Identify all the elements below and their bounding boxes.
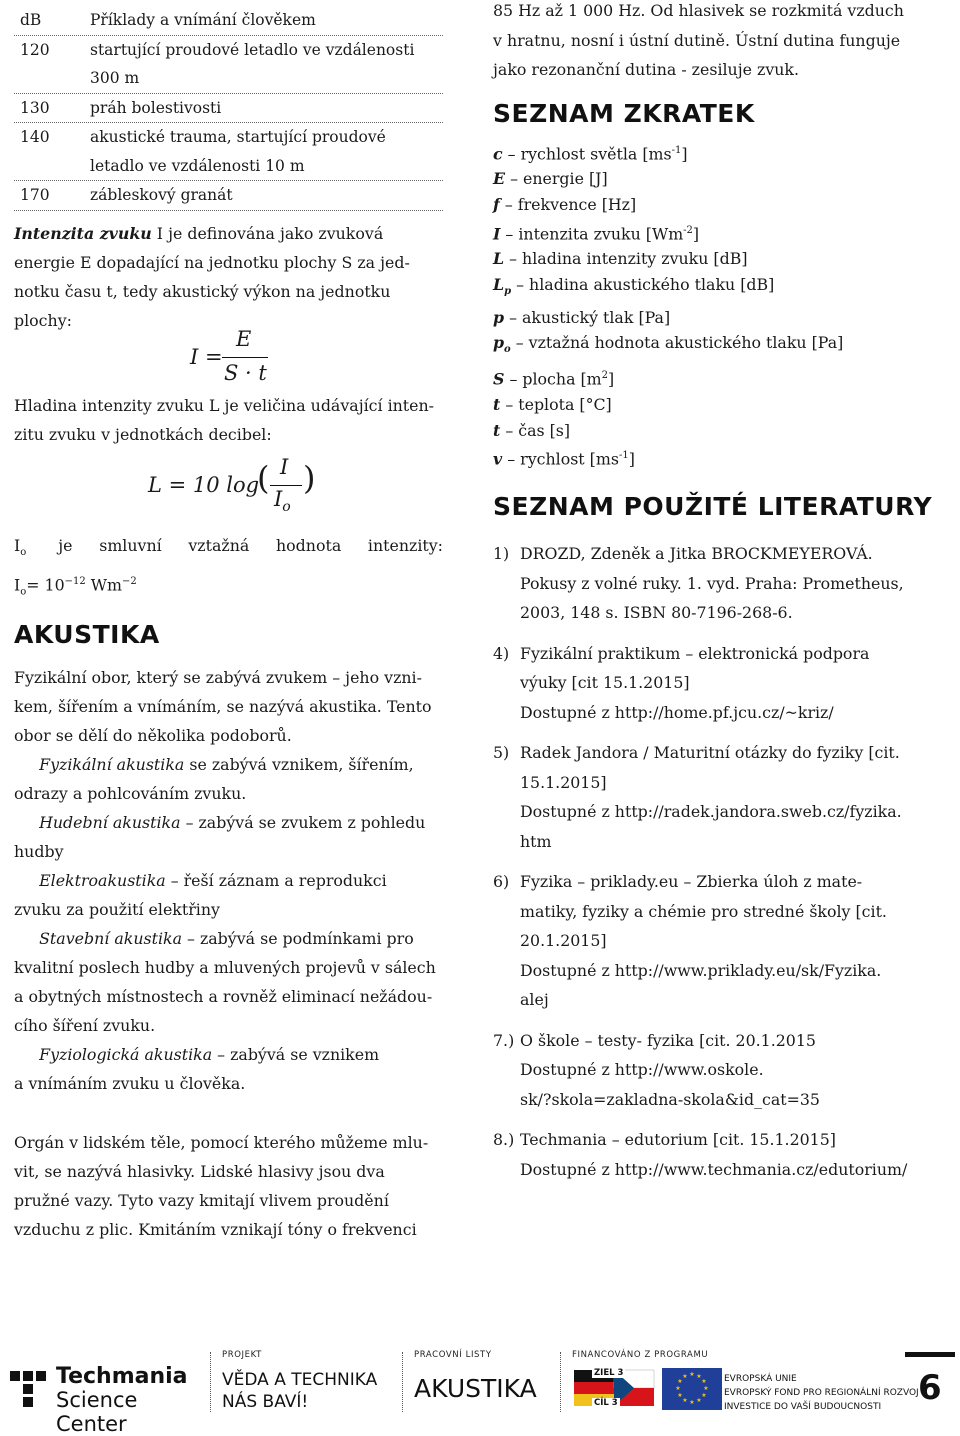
abbr-item <box>493 418 933 444</box>
continued-paragraph <box>493 0 933 85</box>
abbr-item <box>493 218 933 247</box>
abbr-sup: -1 <box>671 144 682 156</box>
ref-number: 6) <box>493 872 510 891</box>
intensity-paragraph <box>14 219 443 335</box>
ref-link[interactable]: Dostupné z http://home.pf.jcu.cz/~kriz/ <box>520 702 834 722</box>
level-formula <box>14 449 443 529</box>
svg-text:★: ★ <box>682 1397 688 1404</box>
right-column <box>493 0 933 1195</box>
abbr-symbol: v <box>493 449 503 469</box>
abbr-symbol: t <box>493 420 501 440</box>
page-footer <box>0 1340 960 1436</box>
formula-denominator <box>274 487 291 515</box>
reference-item <box>493 1125 933 1184</box>
abbr-text: – rychlost světla [ms <box>507 143 672 163</box>
para-line: Hladina intenzity zvuku L je veličina udávající inten- <box>14 395 434 415</box>
para-line: cího šíření zvuku. <box>14 1016 156 1036</box>
left-column <box>14 0 443 1244</box>
ref-link[interactable]: htm <box>520 831 552 851</box>
formula-lhs: I = <box>190 344 223 369</box>
table-header <box>14 6 443 36</box>
eu-flag-icon <box>662 1368 722 1410</box>
ref-sym: I <box>14 535 21 555</box>
ref-line: Fyzika – priklady.eu – Zbierka úloh z mate- <box>520 872 863 891</box>
row-db: 170 <box>20 186 50 204</box>
svg-text:★: ★ <box>701 1378 707 1385</box>
formula-numerator: E <box>236 326 252 351</box>
eu-line3: INVESTICE DO VAŠÍ BUDOUCNOSTI <box>724 1402 882 1412</box>
intensity-formula <box>14 327 443 389</box>
worksheet-label: PRACOVNÍ LISTY <box>414 1350 492 1360</box>
literature-heading: SEZNAM POUŽITÉ LITERATURY <box>493 492 933 521</box>
para-line: Fyzikální obor, který se zabývá zvukem – jeho vzni- <box>14 668 422 688</box>
project-line1: VĚDA A TECHNIKA <box>222 1370 378 1390</box>
abbr-item <box>493 443 933 472</box>
ref-line: O škole – testy- fyzika [cit. 20.1.2015 <box>520 1030 816 1050</box>
ref-link[interactable]: Dostupné z http://www.oskole. <box>520 1060 764 1079</box>
ref-line: 2003, 148 s. ISBN 80-7196-268-6. <box>520 603 793 622</box>
para-line: jako rezonanční dutina - zesiluje zvuk. <box>493 60 800 79</box>
abbr-text: – hladina akustického tlaku [dB] <box>516 275 775 294</box>
svg-text:★: ★ <box>677 1392 683 1399</box>
ref-sub: o <box>20 586 27 598</box>
ref-unit: Wm <box>90 574 122 594</box>
para-line: kvalitní poslech hudby a mluvených projevů v sálech <box>14 958 436 978</box>
subfield-music <box>14 808 443 866</box>
ref-eq: = 10 <box>26 574 65 594</box>
page-number-bar <box>905 1352 955 1357</box>
ziel3-badge <box>574 1366 654 1412</box>
abbr-text: – energie [J] <box>510 169 608 189</box>
ref-sub: o <box>20 546 27 558</box>
reference-item <box>493 867 933 1015</box>
abbr-item <box>493 272 933 305</box>
ref-exp: −12 <box>64 575 86 587</box>
abbr-symbol: L <box>493 275 505 294</box>
row-text <box>90 36 443 93</box>
para-line: vzduchu z plic. Kmitáním vznikají tóny o frekvenci <box>14 1220 417 1240</box>
abbr-symbol: f <box>493 194 500 214</box>
svg-text:★: ★ <box>701 1392 707 1399</box>
ref-line: výuky [cit 15.1.2015] <box>520 673 690 692</box>
abbr-text: – teplota [°C] <box>505 394 612 414</box>
ref-link[interactable]: Dostupné z http://www.techmania.cz/edutorium/ <box>520 1159 908 1179</box>
table-row <box>14 181 443 211</box>
header-example: Příklady a vnímání člověkem <box>90 11 316 29</box>
abbr-symbol: p <box>493 333 505 353</box>
reference-item <box>493 1026 933 1115</box>
ref-text: je smluvní vztažná hodnota intenzity: <box>58 535 443 555</box>
fraction-bar <box>222 357 268 358</box>
formula-numerator: I <box>280 454 289 479</box>
abbr-symbol: S <box>493 369 505 389</box>
abbr-sup: -1 <box>618 450 629 462</box>
abbr-item <box>493 363 933 392</box>
logo-line1: Techmania <box>56 1364 188 1389</box>
para-line: plochy: <box>14 310 72 330</box>
ref-line: matiky, fyziky a chémie pro stredné školy [cit. <box>520 901 887 921</box>
svg-text:★: ★ <box>689 1399 695 1406</box>
techmania-logo-icon <box>8 1369 48 1409</box>
abbr-text: – hladina intenzity zvuku [dB] <box>509 249 748 269</box>
row-line: akustické trauma, startující proudové <box>90 128 386 146</box>
subfield-term: Elektroakustika <box>39 871 166 891</box>
para-line: hudby <box>14 842 64 862</box>
para-line: – řeší záznam a reprodukci <box>165 871 387 891</box>
para-line: Orgán v lidském těle, pomocí kterého můžeme mlu- <box>14 1133 429 1153</box>
para-line: vit, se nazývá hlasivky. Lidské hlasivy jsou dva <box>14 1162 385 1182</box>
logo-line2: Science Center <box>56 1388 138 1436</box>
abbr-text: – čas [s] <box>505 420 571 440</box>
abbr-symbol: E <box>493 169 506 189</box>
ref-line: Radek Jandora / Maturitní otázky do fyziky [cit. <box>520 743 900 762</box>
abbr-text: – vztažná hodnota akustického tlaku [Pa] <box>515 333 844 353</box>
reference-item <box>493 539 933 628</box>
svg-text:★: ★ <box>682 1373 688 1380</box>
subfield-term: Fyziologická akustika <box>39 1045 213 1065</box>
para-line: a vnímáním zvuku u člověka. <box>14 1074 246 1094</box>
subfield-term: Stavební akustika <box>39 929 182 949</box>
page-number: 6 <box>918 1368 942 1408</box>
abbr-subscript: p <box>504 286 512 298</box>
badge-top: ZIEL 3 <box>594 1368 624 1378</box>
abbr-item <box>493 305 933 331</box>
eu-line1: EVROPSKÁ UNIE <box>724 1374 797 1384</box>
abbr-item <box>493 192 933 218</box>
references-list <box>493 539 933 1184</box>
subfield-term: Hudební akustika <box>39 813 181 833</box>
reference-item <box>493 738 933 856</box>
abbr-tail: ] <box>692 223 700 243</box>
para-line: odrazy a pohlcováním zvuku. <box>14 784 247 804</box>
row-db: 130 <box>20 98 50 117</box>
subfield-building <box>14 924 443 1040</box>
ref-line <box>14 531 443 567</box>
abbr-symbol: t <box>493 394 501 414</box>
ref-value <box>14 567 443 606</box>
ref-number: 5) <box>493 743 510 762</box>
worksheet-value: AKUSTIKA <box>414 1374 537 1403</box>
ref-line: DROZD, Zdeněk a Jitka BROCKMEYEROVÁ. <box>520 544 873 563</box>
abbr-text: – plocha [m <box>509 369 602 389</box>
footer-divider <box>560 1352 561 1412</box>
row-db: 120 <box>20 40 50 59</box>
subfield-physiology <box>14 1040 443 1098</box>
abbr-item <box>493 246 933 272</box>
akustika-heading: AKUSTIKA <box>14 620 160 650</box>
project-line2: NÁS BAVÍ! <box>222 1392 309 1412</box>
ref-number: 4) <box>493 643 510 663</box>
row-line: startující proudové letadlo ve vzdálenosti <box>90 40 415 59</box>
ref-link[interactable]: Dostupné z http://www.priklady.eu/sk/Fyzika. <box>520 960 882 980</box>
eu-flag <box>662 1368 722 1410</box>
para-line: zvuku za použití elektřiny <box>14 900 220 920</box>
para-line: obor se dělí do několika podoborů. <box>14 726 292 746</box>
abbr-symbol: I <box>493 223 501 243</box>
abbr-item <box>493 392 933 418</box>
header-db: dB <box>20 11 42 29</box>
para-line: se zabývá vznikem, šířením, <box>184 755 414 775</box>
abbr-symbol: p <box>493 307 505 327</box>
formula-lhs: L = 10 log <box>148 472 260 497</box>
badge-bottom: CÍL 3 <box>594 1398 618 1408</box>
svg-text:★: ★ <box>689 1371 695 1378</box>
funding-label: FINANCOVÁNO Z PROGRAMU <box>572 1350 709 1360</box>
svg-text:★: ★ <box>677 1378 683 1385</box>
abbr-tail: ] <box>681 143 688 163</box>
row-text: práh bolestivosti <box>90 98 222 117</box>
paren-left: ( <box>257 458 270 497</box>
para-line: I je definována jako zvuková <box>151 223 384 243</box>
project-label: PROJEKT <box>222 1350 262 1360</box>
para-line: v hratnu, nosní i ústní dutině. Ústní dutina funguje <box>493 30 901 50</box>
intensity-term: Intenzita zvuku <box>14 223 152 243</box>
reference-paragraph <box>14 531 443 607</box>
para-line: – zabývá se zvukem z pohledu <box>180 813 426 833</box>
ref-line: Pokusy z volné ruky. 1. vyd. Praha: Prometheus, <box>520 573 904 593</box>
abbr-text: – rychlost [ms <box>507 449 619 469</box>
akustika-intro <box>14 663 443 750</box>
ref-line: Techmania – edutorium [cit. 15.1.2015] <box>520 1130 836 1149</box>
organ-paragraph <box>14 1128 443 1244</box>
para-line: 85 Hz až 1 000 Hz. Od hlasivek se rozkmitá vzduch <box>493 1 904 20</box>
ref-line: Fyzikální praktikum – elektronická podpora <box>520 643 870 663</box>
paren-right: ) <box>303 458 316 497</box>
para-line: energie E dopadající na jednotku plochy S za jed- <box>14 252 410 272</box>
eu-line2: EVROPSKÝ FOND PRO REGIONÁLNÍ ROZVOJ <box>724 1388 919 1398</box>
abbr-text: – frekvence [Hz] <box>504 194 637 214</box>
svg-text:★: ★ <box>696 1397 702 1404</box>
den-subscript: o <box>282 498 291 515</box>
para-line: notku času t, tedy akustický výkon na jednotku <box>14 281 391 301</box>
abbr-text: – intenzita zvuku [Wm <box>505 223 684 243</box>
row-db: 140 <box>20 128 50 146</box>
ref-number: 7.) <box>493 1030 515 1050</box>
abbr-tail: ] <box>608 369 615 389</box>
ref-link[interactable]: sk/?skola=zakladna-skola&id_cat=35 <box>520 1089 820 1109</box>
table-row <box>14 94 443 124</box>
footer-divider <box>210 1352 211 1412</box>
subfield-physical <box>14 750 443 808</box>
subfield-electro <box>14 866 443 924</box>
ref-link[interactable]: alej <box>520 990 549 1009</box>
svg-text:★: ★ <box>696 1373 702 1380</box>
subfield-term: Fyzikální akustika <box>39 755 185 775</box>
row-line: letadlo ve vzdálenosti 10 m <box>90 156 305 175</box>
ref-link[interactable]: Dostupné z http://radek.jandora.sweb.cz/fyzika. <box>520 802 902 821</box>
abbr-symbol: L <box>493 249 505 269</box>
row-line: 300 m <box>90 69 140 87</box>
para-line: kem, šířením a vnímáním, se nazývá akustika. Tento <box>14 697 432 717</box>
ref-unit-exp: −2 <box>122 575 137 587</box>
abbr-subscript: o <box>504 344 511 356</box>
para-line: a obytných místnostech a rovněž eliminací nežádou- <box>14 987 433 1007</box>
ref-line: 15.1.2015] <box>520 772 607 792</box>
table-row <box>14 36 443 94</box>
ref-number: 8.) <box>493 1130 515 1149</box>
table-row <box>14 123 443 181</box>
abbr-item <box>493 330 933 363</box>
abbr-item <box>493 166 933 192</box>
abbr-sup: -2 <box>683 224 693 236</box>
ref-line: 20.1.2015] <box>520 931 607 950</box>
row-text: zábleskový granát <box>90 186 233 204</box>
abbr-symbol: c <box>493 143 503 163</box>
para-line: zitu zvuku v jednotkách decibel: <box>14 424 272 444</box>
formula-denominator: S · t <box>224 360 267 385</box>
den-symbol: I <box>274 486 283 511</box>
reference-item <box>493 639 933 728</box>
ref-symbol <box>14 531 26 567</box>
abbr-text: – akustický tlak [Pa] <box>509 307 671 327</box>
level-paragraph <box>14 391 443 449</box>
ref-sym: I <box>14 574 21 594</box>
para-line: – zabývá se vznikem <box>212 1045 380 1065</box>
svg-text:★: ★ <box>703 1385 709 1392</box>
fraction-bar <box>270 485 302 486</box>
abbr-item <box>493 138 933 167</box>
techmania-logo <box>8 1364 203 1436</box>
footer-divider <box>402 1352 403 1412</box>
abbreviations-list <box>493 138 933 473</box>
abbr-tail: ] <box>628 449 635 469</box>
ref-number: 1) <box>493 544 510 563</box>
abbr-sup: 2 <box>601 370 609 382</box>
svg-text:★: ★ <box>675 1385 681 1392</box>
row-text <box>90 123 443 180</box>
para-line: pružné vazy. Tyto vazy kmitají vlivem proudění <box>14 1191 389 1211</box>
abbreviations-heading: SEZNAM ZKRATEK <box>493 98 755 128</box>
decibel-table <box>14 6 443 211</box>
para-line: – zabývá se podmínkami pro <box>182 929 414 949</box>
